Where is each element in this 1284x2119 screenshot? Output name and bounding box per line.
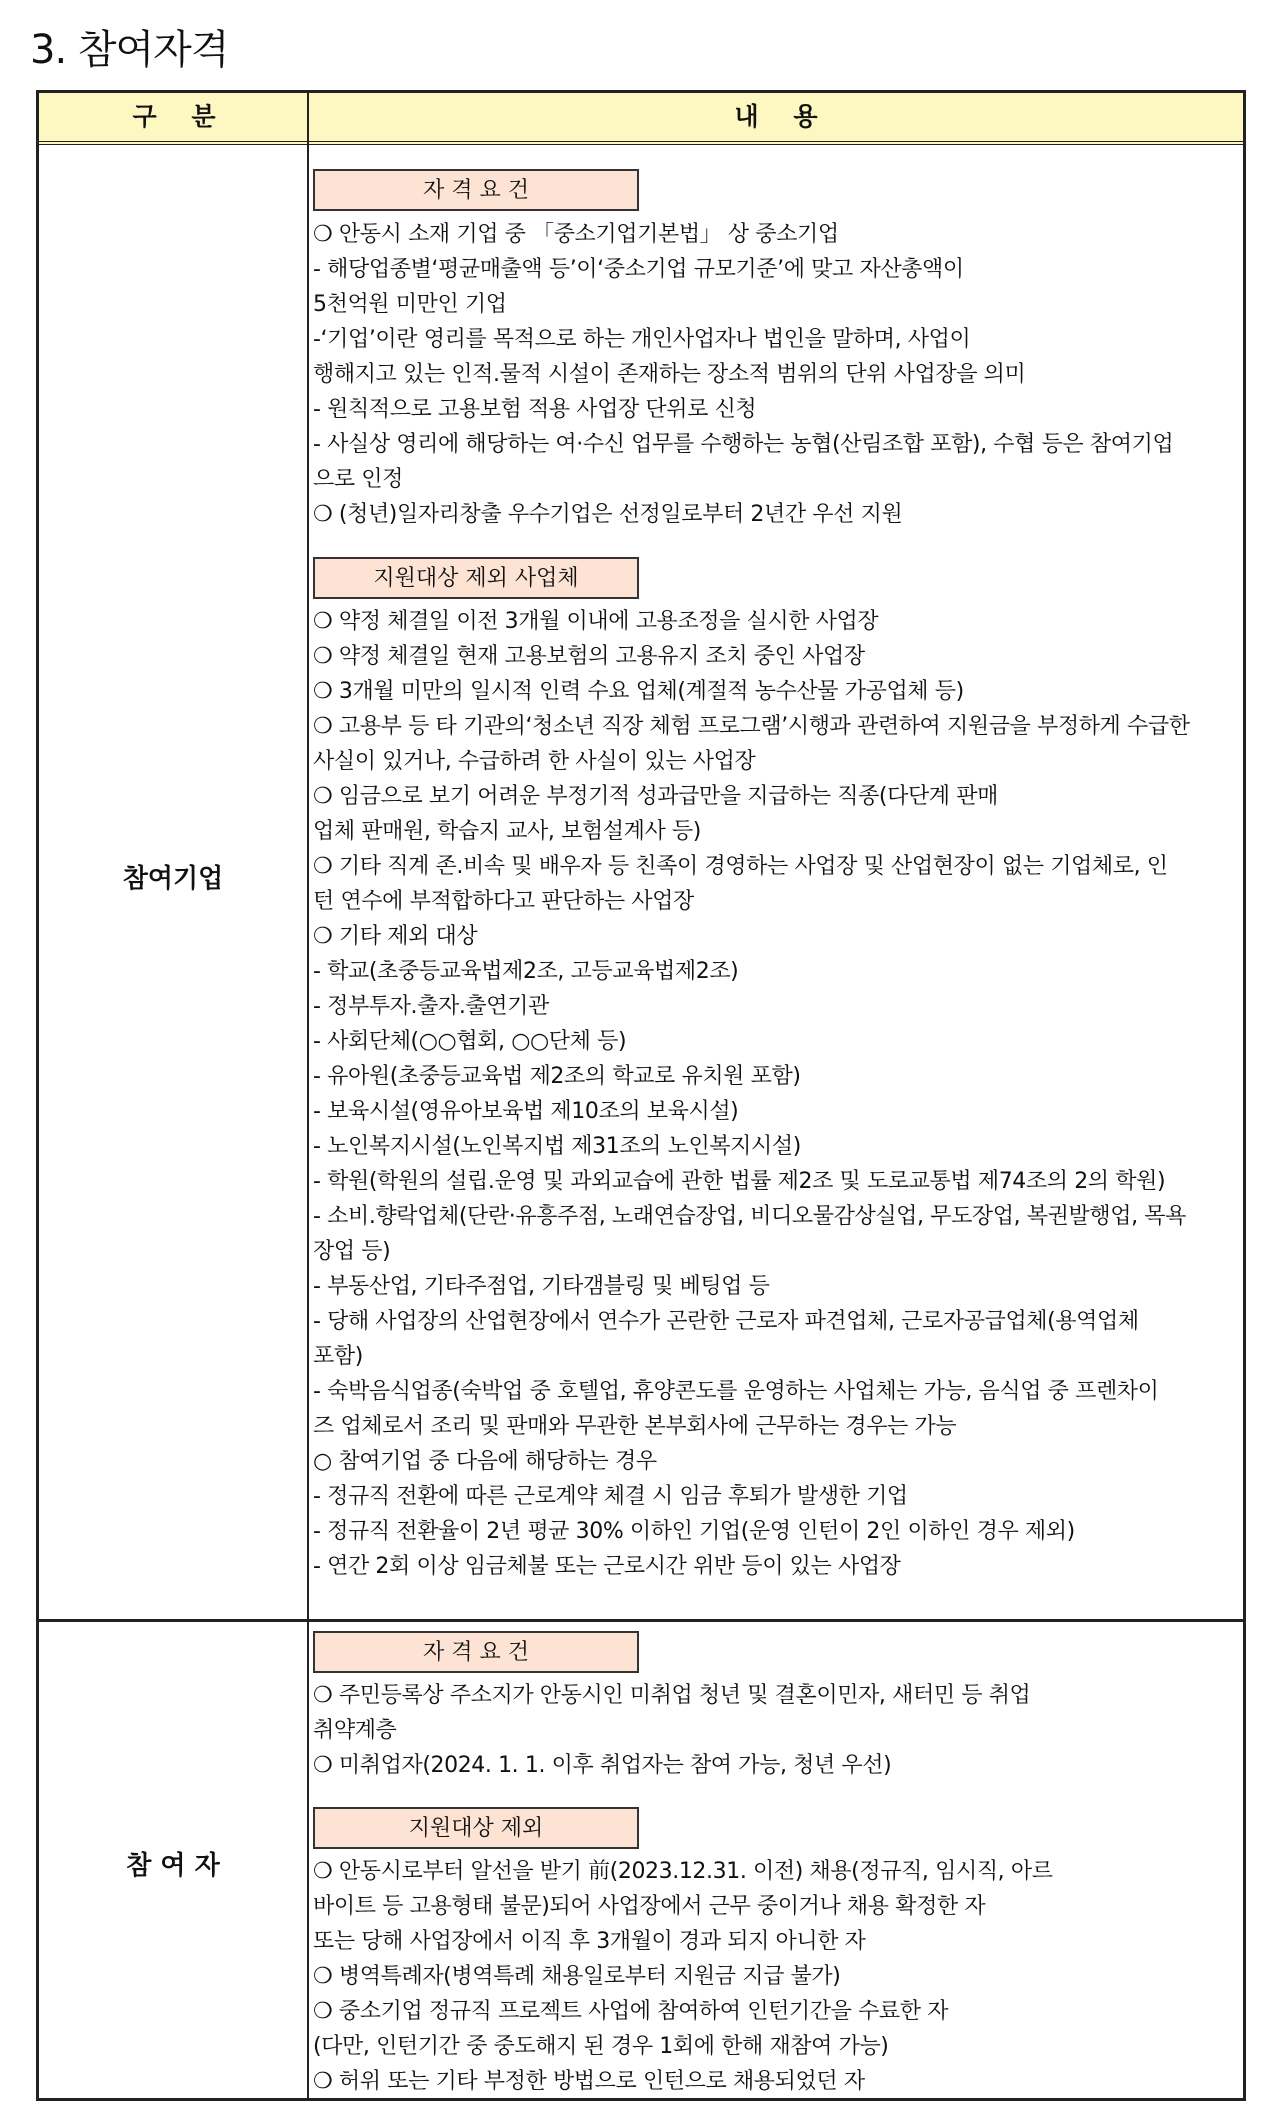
text-line: ❍ 3개월 미만의 일시적 인력 수요 업체(계절적 농수산물 가공업체 등) — [313, 679, 964, 704]
section-label-participant: 참 여 자 — [126, 1851, 220, 1881]
text-line: ❍ 안동시로부터 알선을 받기 前(2023.12.31. 이전) 채용(정규직, 임시직, 아르 — [313, 1859, 1053, 1884]
text-line: 또는 당해 사업장에서 이직 후 3개월이 경과 되지 아니한 자 — [313, 1929, 866, 1954]
text-line: ❍ 허위 또는 기타 부정한 방법으로 인턴으로 채용되었던 자 — [313, 2069, 865, 2094]
eligibility-table — [36, 90, 1246, 2101]
text-line: 포함) — [313, 1344, 363, 1369]
text-line: 사실이 있거나, 수급하려 한 사실이 있는 사업장 — [313, 749, 756, 774]
text-line: 행해지고 있는 인적.물적 시설이 존재하는 장소적 범위의 단위 사업장을 의미 — [313, 362, 1026, 387]
text-line: - 원칙적으로 고용보험 적용 사업장 단위로 신청 — [313, 397, 757, 422]
text-line: ○ 참여기업 중 다음에 해당하는 경우 — [313, 1449, 657, 1474]
text-line: - 소비.향락업체(단란·유흥주점, 노래연습장업, 비디오물감상실업, 무도장업, 복권발행업, 목욕 — [313, 1204, 1186, 1229]
text-line: 장업 등) — [313, 1239, 391, 1264]
text-line: ❍ 중소기업 정규직 프로젝트 사업에 참여하여 인턴기간을 수료한 자 — [313, 1999, 949, 2024]
header-category: 구 분 — [132, 102, 216, 131]
text-line: - 정규직 전환율이 2년 평균 30% 이하인 기업(운영 인턴이 2인 이하인 경우 제외) — [313, 1519, 1075, 1544]
text-line: - 연간 2회 이상 임금체불 또는 근로시간 위반 등이 있는 사업장 — [313, 1554, 901, 1579]
tag-participant-exclusion: 지원대상 제외 — [313, 1807, 639, 1849]
text-line: ❍ 주민등록상 주소지가 안동시인 미취업 청년 및 결혼이민자, 새터민 등 취업 — [313, 1683, 1031, 1708]
text-line: 으로 인정 — [313, 467, 404, 492]
text-line: ❍ 병역특례자(병역특례 채용일로부터 지원금 지급 불가) — [313, 1964, 841, 1989]
text-line: 5천억원 미만인 기업 — [313, 292, 507, 317]
text-line: 바이트 등 고용형태 불문)되어 사업장에서 근무 중이거나 채용 확정한 자 — [313, 1894, 986, 1919]
text-line: - 사실상 영리에 해당하는 여·수신 업무를 수행하는 농협(산림조합 포함), 수협 등은 참여기업 — [313, 432, 1174, 457]
text-line: ❍ 임금으로 보기 어려운 부정기적 성과급만을 지급하는 직종(다단계 판매 — [313, 784, 998, 809]
table-header — [39, 93, 1243, 145]
tag-company-qualification: 자 격 요 건 — [313, 169, 639, 211]
text-line: (다만, 인턴기간 중 중도해지 된 경우 1회에 한해 재참여 가능) — [313, 2034, 889, 2059]
text-line: - 학교(초중등교육법제2조, 고등교육법제2조) — [313, 959, 739, 984]
text-line: ❍ 고용부 등 타 기관의‘청소년 직장 체험 프로그램’시행과 관련하여 지원금을 부정하게 수급한 — [313, 714, 1190, 739]
text-line: 즈 업체로서 조리 및 판매와 무관한 본부회사에 근무하는 경우는 가능 — [313, 1414, 957, 1439]
text-line: -‘기업’이란 영리를 목적으로 하는 개인사업자나 법인을 말하며, 사업이 — [313, 327, 971, 352]
text-line: 취약계층 — [313, 1718, 397, 1743]
text-line: - 해당업종별‘평균매출액 등’이‘중소기업 규모기준’에 맞고 자산총액이 — [313, 257, 964, 282]
section-label-company: 참여기업 — [122, 864, 224, 894]
tag-company-exclusion: 지원대상 제외 사업체 — [313, 557, 639, 599]
text-line: - 보육시설(영유아보육법 제10조의 보육시설) — [313, 1099, 739, 1124]
text-line: ❍ 미취업자(2024. 1. 1. 이후 취업자는 참여 가능, 청년 우선) — [313, 1753, 892, 1778]
text-line: 턴 연수에 부적합하다고 판단하는 사업장 — [313, 889, 694, 914]
text-line: 업체 판매원, 학습지 교사, 보험설계사 등) — [313, 819, 701, 844]
tag-participant-qualification: 자 격 요 건 — [313, 1631, 639, 1673]
text-line: ❍ 기타 제외 대상 — [313, 924, 478, 949]
text-line: ❍ 약정 체결일 이전 3개월 이내에 고용조정을 실시한 사업장 — [313, 609, 879, 634]
text-line: ❍ 기타 직계 존.비속 및 배우자 등 친족이 경영하는 사업장 및 산업현장이 없는 기업체로, 인 — [313, 854, 1168, 879]
text-line: - 정부투자.출자.출연기관 — [313, 994, 549, 1019]
page-title: 3. 참여자격 — [30, 27, 229, 73]
text-line: - 정규직 전환에 따른 근로계약 체결 시 임금 후퇴가 발생한 기업 — [313, 1484, 908, 1509]
text-line: - 사회단체(○○협회, ○○단체 등) — [313, 1029, 627, 1054]
text-line: - 유아원(초중등교육법 제2조의 학교로 유치원 포함) — [313, 1064, 801, 1089]
row-divider — [39, 1619, 1243, 1622]
header-content: 내 용 — [734, 102, 818, 131]
text-line: - 당해 사업장의 산업현장에서 연수가 곤란한 근로자 파견업체, 근로자공급업체(용역업체 — [313, 1309, 1139, 1334]
text-line: - 부동산업, 기타주점업, 기타갬블링 및 베팅업 등 — [313, 1274, 770, 1299]
text-line: - 숙박음식업종(숙박업 중 호텔업, 휴양콘도를 운영하는 사업체는 가능, 음식업 중 프렌차이 — [313, 1379, 1159, 1404]
text-line: - 노인복지시설(노인복지법 제31조의 노인복지시설) — [313, 1134, 801, 1159]
text-line: ❍ 약정 체결일 현재 고용보험의 고용유지 조치 중인 사업장 — [313, 644, 865, 669]
text-line: - 학원(학원의 설립.운영 및 과외교습에 관한 법률 제2조 및 도로교통법 제74조의 2의 학원) — [313, 1169, 1166, 1194]
text-line: ❍ 안동시 소재 기업 중 「중소기업기본법」 상 중소기업 — [313, 222, 839, 247]
text-line: ❍ (청년)일자리창출 우수기업은 선정일로부터 2년간 우선 지원 — [313, 502, 903, 527]
column-divider — [307, 93, 309, 2098]
